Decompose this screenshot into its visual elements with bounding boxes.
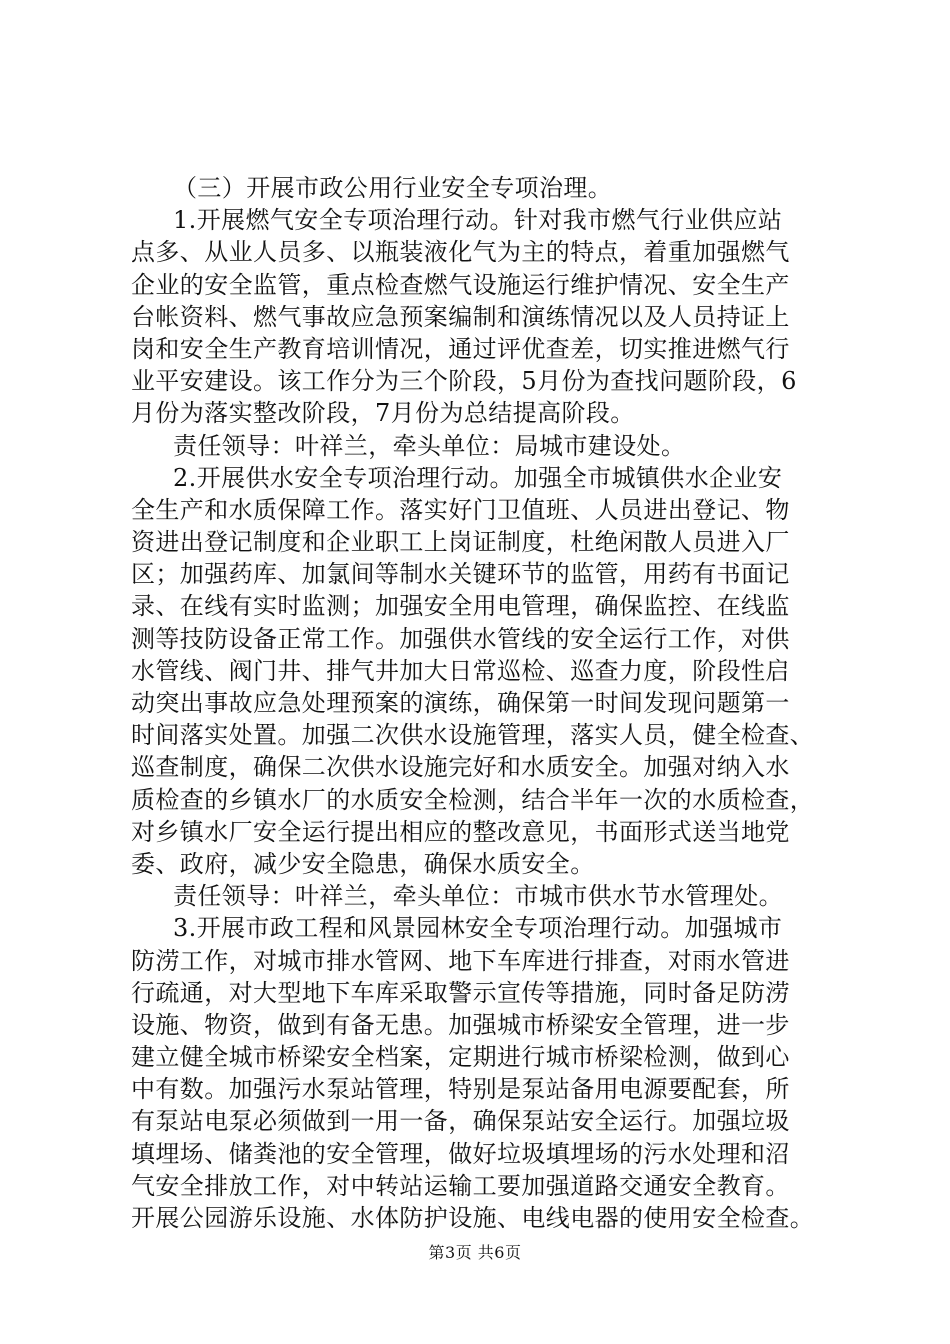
text-line: 岗和安全生产教育培训情况，通过评优查差，切实推进燃气行 [131,334,790,363]
text-line: 中有数。加强污水泵站管理，特别是泵站备用电源要配套，所 [131,1075,790,1104]
text-line: 水管线、阀门井、排气井加大日常巡检、巡查力度，阶段性启 [131,656,790,685]
text-line: 点多、从业人员多、以瓶装液化气为主的特点，着重加强燃气 [131,238,790,267]
text-line: 责任领导：叶祥兰，牵头单位：市城市供水节水管理处。 [173,882,783,911]
text-line: 业平安建设。该工作分为三个阶段，5月份为查找问题阶段，6 [131,367,797,396]
text-line: 气安全排放工作，对中转站运输工要加强道路交通安全教育。 [131,1171,790,1200]
document-body [131,172,831,1234]
text-line: 时间落实处置。加强二次供水设施管理，落实人员，健全检查、 [131,721,815,750]
text-line: 质检查的乡镇水厂的水质安全检测，结合半年一次的水质检查， [131,785,815,814]
text-line: 建立健全城市桥梁安全档案，定期进行城市桥梁检测，做到心 [131,1043,790,1072]
text-line: 对乡镇水厂安全运行提出相应的整改意见，书面形式送当地党 [131,817,790,846]
text-line: 录、在线有实时监测；加强安全用电管理，确保监控、在线监 [131,592,790,621]
text-line: 行疏通，对大型地下车库采取警示宣传等措施，同时备足防涝 [131,978,790,1007]
text-line: 企业的安全监管，重点检查燃气设施运行维护情况、安全生产 [131,270,790,299]
text-line: 台帐资料、燃气事故应急预案编制和演练情况以及人员持证上 [131,302,790,331]
text-line: 责任领导：叶祥兰，牵头单位：局城市建设处。 [173,431,686,460]
text-line: 有泵站电泵必须做到一用一备，确保泵站安全运行。加强垃圾 [131,1107,790,1136]
text-line: 测等技防设备正常工作。加强供水管线的安全运行工作，对供 [131,624,790,653]
page-footer: 第3页 共6页 [428,1243,522,1262]
text-line: 2.开展供水安全专项治理行动。加强全市城镇供水企业安 [173,463,783,492]
text-line: 全生产和水质保障工作。落实好门卫值班、人员进出登记、物 [131,495,790,524]
text-line: 填埋场、储粪池的安全管理，做好垃圾填埋场的污水处理和沼 [131,1139,790,1168]
text-line: 委、政府，减少安全隐患，确保水质安全。 [131,849,595,878]
text-line: 动突出事故应急处理预案的演练，确保第一时间发现问题第一 [131,689,790,717]
text-line: 开展公园游乐设施、水体防护设施、电线电器的使用安全检查。 [131,1204,815,1232]
text-line: 3.开展市政工程和风景园林安全专项治理行动。加强城市 [173,914,783,943]
text-line: 资进出登记制度和企业职工上岗证制度，杜绝闲散人员进入厂 [131,528,790,557]
text-line: 巡查制度，确保二次供水设施完好和水质安全。加强对纳入水 [131,753,790,782]
text-line: 1.开展燃气安全专项治理行动。针对我市燃气行业供应站 [173,206,783,235]
text-line: 月份为落实整改阶段，7月份为总结提高阶段。 [131,399,635,428]
text-line: （三）开展市政公用行业安全专项治理。 [173,174,613,202]
text-line: 防涝工作，对城市排水管网、地下车库进行排查，对雨水管进 [131,946,790,975]
text-line: 设施、物资，做到有备无患。加强城市桥梁安全管理，进一步 [131,1010,790,1039]
text-line: 区；加强药库、加氯间等制水关键环节的监管，用药有书面记 [131,560,790,589]
